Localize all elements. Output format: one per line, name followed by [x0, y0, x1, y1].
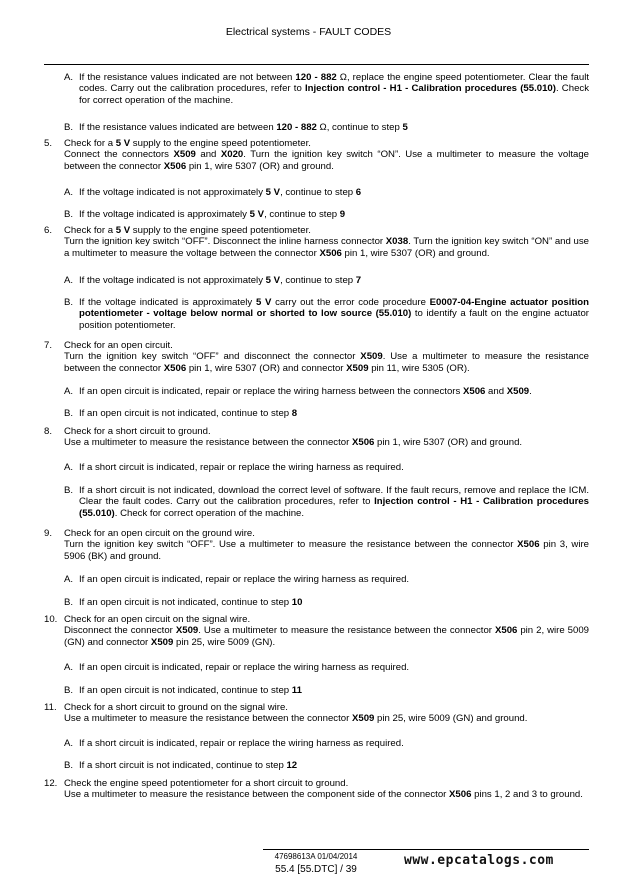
- option-text: If the voltage indicated is not approximately 5 V, continue to step 7: [79, 275, 362, 286]
- option-text: If an open circuit is not indicated, continue to step 8: [79, 408, 298, 419]
- option-text: If an open circuit is indicated, repair or replace the wiring harness between the connectors X506 and X509.: [79, 386, 532, 397]
- option-letter: A.: [64, 574, 74, 585]
- step-option: [44, 685, 589, 696]
- option-letter: B.: [64, 122, 74, 133]
- step-number: 12.: [44, 778, 58, 789]
- step-option: [44, 760, 589, 771]
- step-option: [44, 597, 589, 608]
- step-text: Check for an open circuit. Turn the ignition key switch “OFF” and disconnect the connector X509. Use a multimeter to measure the resistance between the connector X506 pin 1, wire 5307 (OR) and connector X509 pin 11, wire 5305 (OR).: [64, 340, 590, 374]
- step-option: [44, 297, 589, 331]
- step-number: 11.: [44, 702, 57, 713]
- footer-divider: [263, 849, 589, 850]
- option-letter: B.: [64, 760, 74, 771]
- step-text: Check for an open circuit on the ground wire. Turn the ignition key switch “OFF”. Use a multimeter to measure the resistance between the connector X506 pin 3, wire 5906 (BK) and ground.: [64, 528, 590, 562]
- step-option: [44, 122, 589, 133]
- step-option: [44, 187, 589, 198]
- step-option: [44, 662, 589, 673]
- website-watermark: www.epcatalogs.com: [404, 853, 554, 868]
- procedure-step: [44, 340, 589, 374]
- option-text: If an open circuit is indicated, repair or replace the wiring harness as required.: [79, 662, 410, 673]
- procedure-step: [44, 426, 589, 449]
- step-number: 7.: [44, 340, 53, 351]
- step-number: 5.: [44, 138, 53, 149]
- option-letter: B.: [64, 597, 74, 608]
- option-text: If a short circuit is indicated, repair or replace the wiring harness as required.: [79, 462, 404, 473]
- procedure-step: [44, 702, 589, 725]
- header-divider: [44, 64, 589, 65]
- option-letter: B.: [64, 408, 74, 419]
- procedure-step: [44, 778, 589, 801]
- step-option: [44, 574, 589, 585]
- option-text: If an open circuit is indicated, repair or replace the wiring harness as required.: [79, 574, 410, 585]
- step-text: Check for a 5 V supply to the engine speed potentiometer. Turn the ignition key switch “OFF”. Disconnect the inline harness connector X038. Turn the ignition key switch “ON” and use a multimeter to measure the voltage between the connector X506 pin 1, wire 5307 (OR) and ground.: [64, 225, 589, 259]
- step-option: [44, 386, 589, 397]
- option-letter: A.: [64, 72, 74, 83]
- step-number: 6.: [44, 225, 53, 236]
- step-option: [44, 275, 589, 286]
- option-text: If the resistance values indicated are not between 120 - 882 Ω, replace the engine speed potentiometer. Clear the fault codes. Carry out the calibration procedures, refer to Injection control - H1 - Calibration procedures (55.010). Check for correct operation of the machine.: [79, 72, 589, 106]
- step-number: 8.: [44, 426, 53, 437]
- step-text: Check for a 5 V supply to the engine speed potentiometer. Connect the connectors X509 and X020. Turn the ignition key switch “ON”. Use a multimeter to measure the voltage between the connector X506 pin 1, wire 5307 (OR) and ground.: [64, 138, 589, 172]
- option-letter: A.: [64, 738, 74, 749]
- procedure-step: [44, 614, 589, 648]
- option-text: If the resistance values indicated are between 120 - 882 Ω, continue to step 5: [79, 122, 408, 133]
- option-text: If an open circuit is not indicated, continue to step 11: [79, 685, 302, 696]
- option-text: If a short circuit is not indicated, download the correct level of software. If the fault recurs, remove and replace the ICM. Clear the fault codes. Carry out the calibration procedures, refer to Injection control - H1 - Calibration procedures (55.010). Check for correct operation of the machine.: [79, 485, 589, 519]
- option-letter: A.: [64, 462, 74, 473]
- option-letter: A.: [64, 386, 74, 397]
- option-text: If a short circuit is not indicated, continue to step 12: [79, 760, 298, 771]
- option-letter: A.: [64, 662, 74, 673]
- option-letter: B.: [64, 685, 74, 696]
- option-letter: A.: [64, 187, 74, 198]
- option-letter: B.: [64, 297, 74, 308]
- page-header-title: Electrical systems - FAULT CODES: [225, 26, 392, 38]
- step-option: [44, 209, 589, 220]
- step-text: Check the engine speed potentiometer for a short circuit to ground. Use a multimeter to measure the resistance between the component side of the connector X506 pins 1, 2 and 3 to ground.: [64, 778, 583, 801]
- step-option: [44, 72, 589, 106]
- document-id: 47698613A 01/04/2014: [274, 852, 358, 861]
- step-text: Check for an open circuit on the signal wire. Disconnect the connector X509. Use a multimeter to measure the resistance between the connector X506 pin 2, wire 5009 (GN) and connector X509 pin 25, wire 5009 (GN).: [64, 614, 589, 648]
- option-letter: B.: [64, 209, 74, 220]
- step-number: 10.: [44, 614, 58, 625]
- step-text: Check for a short circuit to ground on the signal wire. Use a multimeter to measure the resistance between the connector X509 pin 25, wire 5009 (GN) and ground.: [64, 702, 528, 725]
- option-text: If the voltage indicated is not approximately 5 V, continue to step 6: [79, 187, 362, 198]
- step-text: Check for a short circuit to ground. Use a multimeter to measure the resistance between the connector X506 pin 1, wire 5307 (OR) and ground.: [64, 426, 523, 449]
- step-option: [44, 408, 589, 419]
- procedure-step: [44, 138, 589, 172]
- procedure-step: [44, 528, 589, 562]
- step-option: [44, 485, 589, 519]
- option-text: If the voltage indicated is approximately 5 V, continue to step 9: [79, 209, 346, 220]
- option-letter: A.: [64, 275, 74, 286]
- step-option: [44, 738, 589, 749]
- option-text: If a short circuit is indicated, repair or replace the wiring harness as required.: [79, 738, 404, 749]
- procedure-step: [44, 225, 589, 259]
- step-number: 9.: [44, 528, 53, 539]
- option-text: If an open circuit is not indicated, continue to step 10: [79, 597, 303, 608]
- step-option: [44, 462, 589, 473]
- option-letter: B.: [64, 485, 74, 496]
- page-number: 55.4 [55.DTC] / 39: [275, 864, 357, 875]
- option-text: If the voltage indicated is approximately 5 V carry out the error code procedure E0007-04-Engine actuator position potentiometer - voltage below normal or shorted to low source (55.010) to identify a fault on the engine actuator position potentiometer.: [79, 297, 589, 331]
